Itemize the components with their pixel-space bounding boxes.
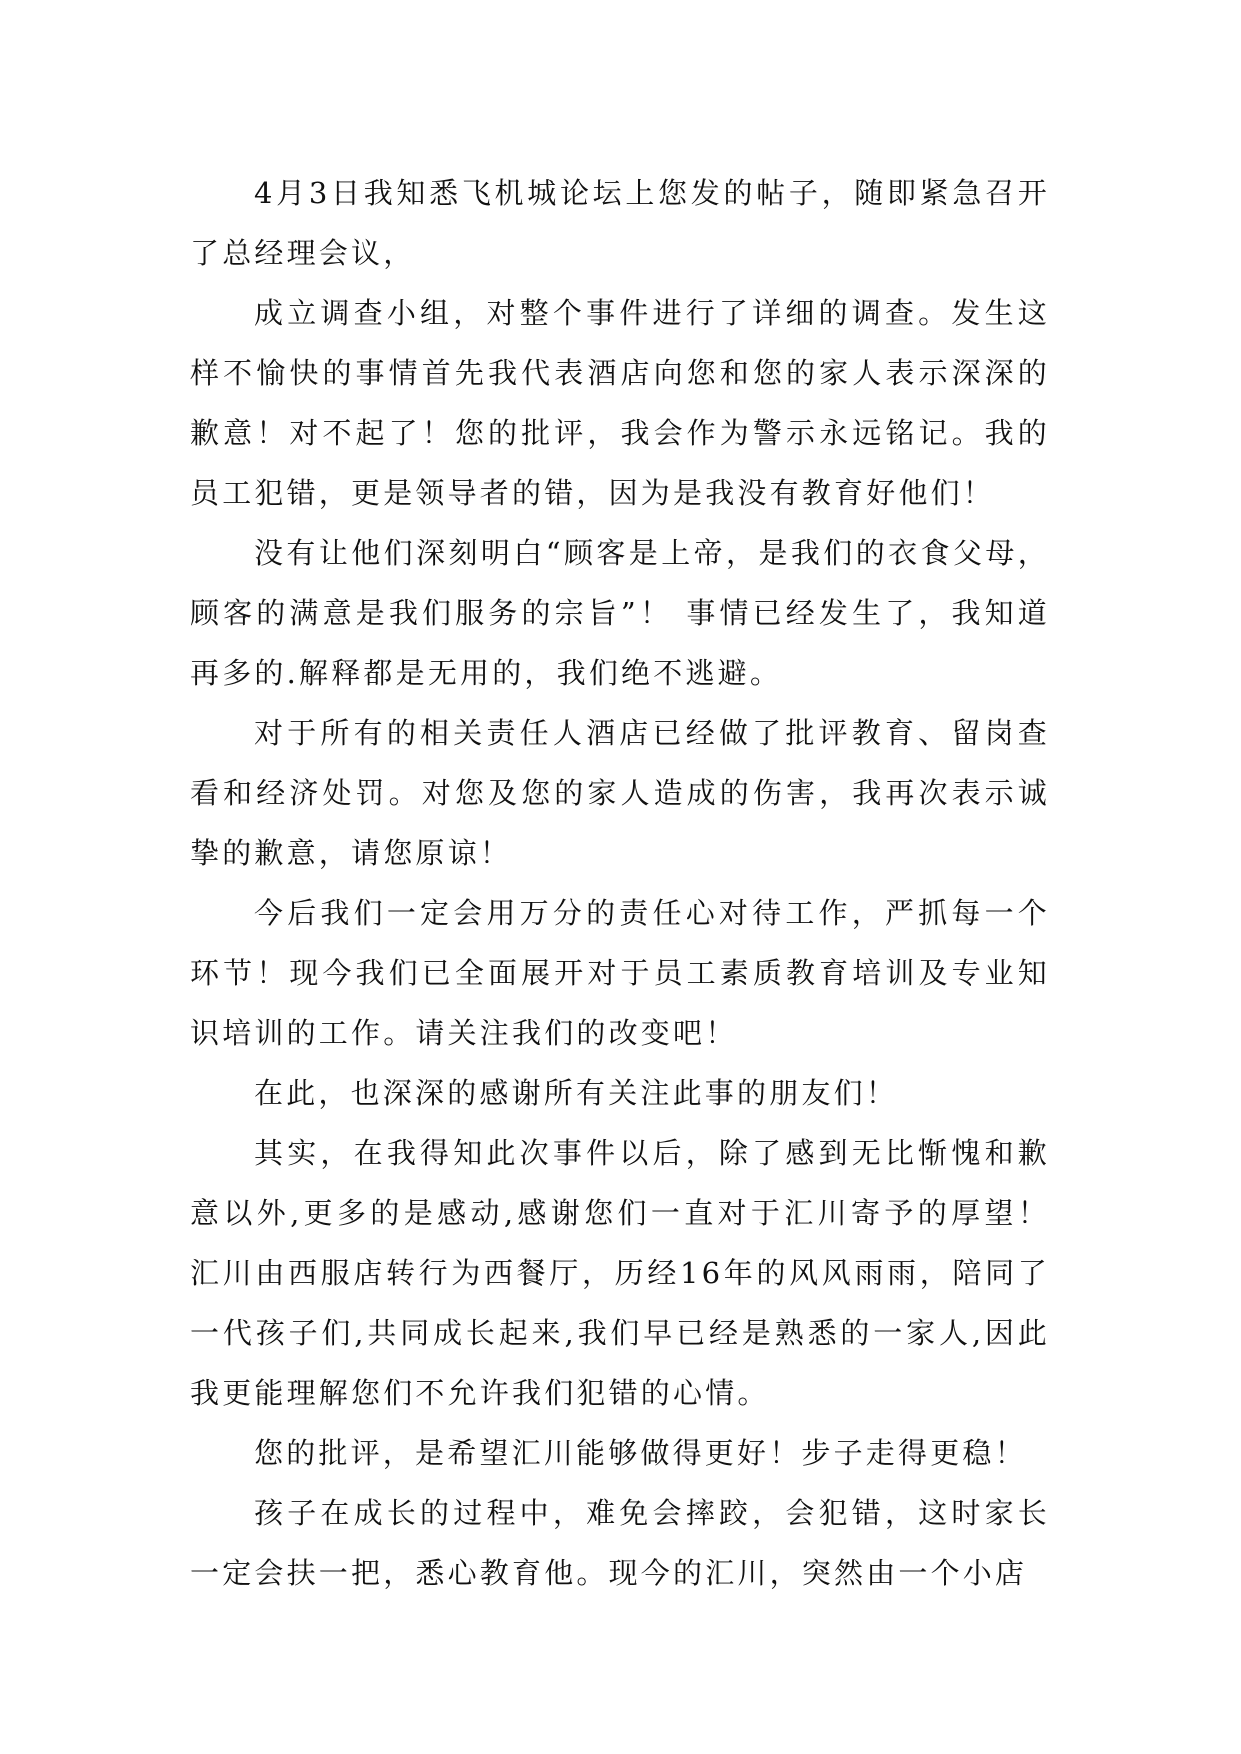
paragraph-2: 成立调查小组，对整个事件进行了详细的调查。发生这样不愉快的事情首先我代表酒店向您和您的家人表示深深的歉意！对不起了！您的批评，我会作为警示永远铭记。我的员工犯错，更是领导者的错，因为是我没有教育好他们！	[190, 296, 1050, 510]
paragraph-6: 在此，也深深的感谢所有关注此事的朋友们！	[254, 1076, 899, 1110]
paragraph-5: 今后我们一定会用万分的责任心对待工作，严抓每一个环节！现今我们已全面展开对于员工素质教育培训及专业知识培训的工作。请关注我们的改变吧！	[190, 896, 1050, 1050]
paragraph-7: 其实，在我得知此次事件以后，除了感到无比惭愧和歉意以外,更多的是感动,感谢您们一直对于汇川寄予的厚望！汇川由西服店转行为西餐厅，历经16年的风风雨雨，陪同了一代孩子们,共同成长起来,我们早已经是熟悉的一家人,因此我更能理解您们不允许我们犯错的心情。	[190, 1136, 1050, 1410]
paragraph-9: 孩子在成长的过程中，难免会摔跤，会犯错，这时家长一定会扶一把，悉心教育他。现今的汇川，突然由一个小店	[190, 1496, 1050, 1590]
paragraph-1: 4月3日我知悉飞机城论坛上您发的帖子，随即紧急召开了总经理会议，	[190, 176, 1050, 270]
paragraph-4: 对于所有的相关责任人酒店已经做了批评教育、留岗查看和经济处罚。对您及您的家人造成的伤害，我再次表示诚挚的歉意，请您原谅！	[190, 716, 1050, 870]
paragraph-8: 您的批评，是希望汇川能够做得更好！步子走得更稳！	[254, 1436, 1027, 1470]
paragraph-3: 没有让他们深刻明白“顾客是上帝，是我们的衣食父母，顾客的满意是我们服务的宗旨”！ 事情已经发生了，我知道再多的.解释都是无用的，我们绝不逃避。	[190, 536, 1050, 690]
document-body	[190, 163, 1050, 1603]
